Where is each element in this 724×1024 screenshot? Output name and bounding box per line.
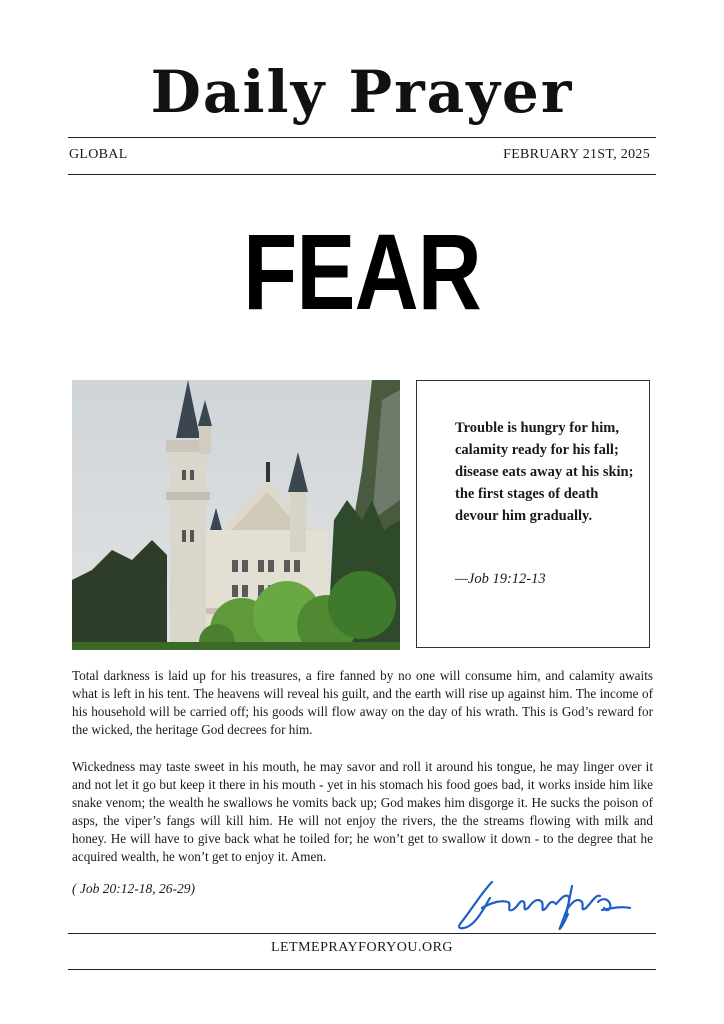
headline: FEAR xyxy=(243,211,481,332)
location-label: GLOBAL xyxy=(69,147,128,162)
footer-website: LETMEPRAYFORYOU.ORG xyxy=(270,940,454,955)
castle-illustration xyxy=(72,380,400,650)
signature-image xyxy=(452,872,634,936)
meta-bottom-rule xyxy=(68,174,656,175)
footer-top-rule xyxy=(68,933,656,934)
top-rule xyxy=(68,137,656,138)
castle-photo xyxy=(72,380,400,650)
pull-quote-reference: —Job 19:12-13 xyxy=(455,571,546,587)
masthead-title: Daily Prayer xyxy=(150,58,574,126)
body-paragraph-1: Total darkness is laid up for his treasures, a fire fanned by no one will consume him, and calamity awaits what is left in his tent. The heavens will reveal his guilt, and the earth will rise up against him. The income of his household will be carried off; his goods will flow away on the day of his wrath. This is God’s reward for the wicked, the heritage God decrees for him. xyxy=(72,668,653,737)
date-label: FEBRUARY 21ST, 2025 xyxy=(503,147,650,162)
scripture-citation: ( Job 20:12-18, 26-29) xyxy=(72,881,195,896)
pull-quote-box xyxy=(416,380,650,648)
signature-icon xyxy=(452,872,634,936)
pull-quote-text: Trouble is hungry for him, calamity ready for his fall; disease eats away at his skin; the first stages of death devour him gradually. xyxy=(455,420,634,524)
footer-bottom-rule xyxy=(68,969,656,970)
body-paragraph-2: Wickedness may taste sweet in his mouth, he may savor and roll it around his tongue, he may linger over it and not let it go but keep it there in his mouth - yet in his stomach his food goes bad, it works inside him like snake venom; the wealth he swallows he vomits back up; God makes him disgorge it. He sucks the poison of asps, the viper’s fangs will kill him. He will not enjoy the rivers, the the streams flowing with milk and honey. He will have to give back what he toiled for; he won’t get to swallow it down - to the degree that he acquired wealth, he won’t get to enjoy it. Amen. xyxy=(72,759,653,864)
